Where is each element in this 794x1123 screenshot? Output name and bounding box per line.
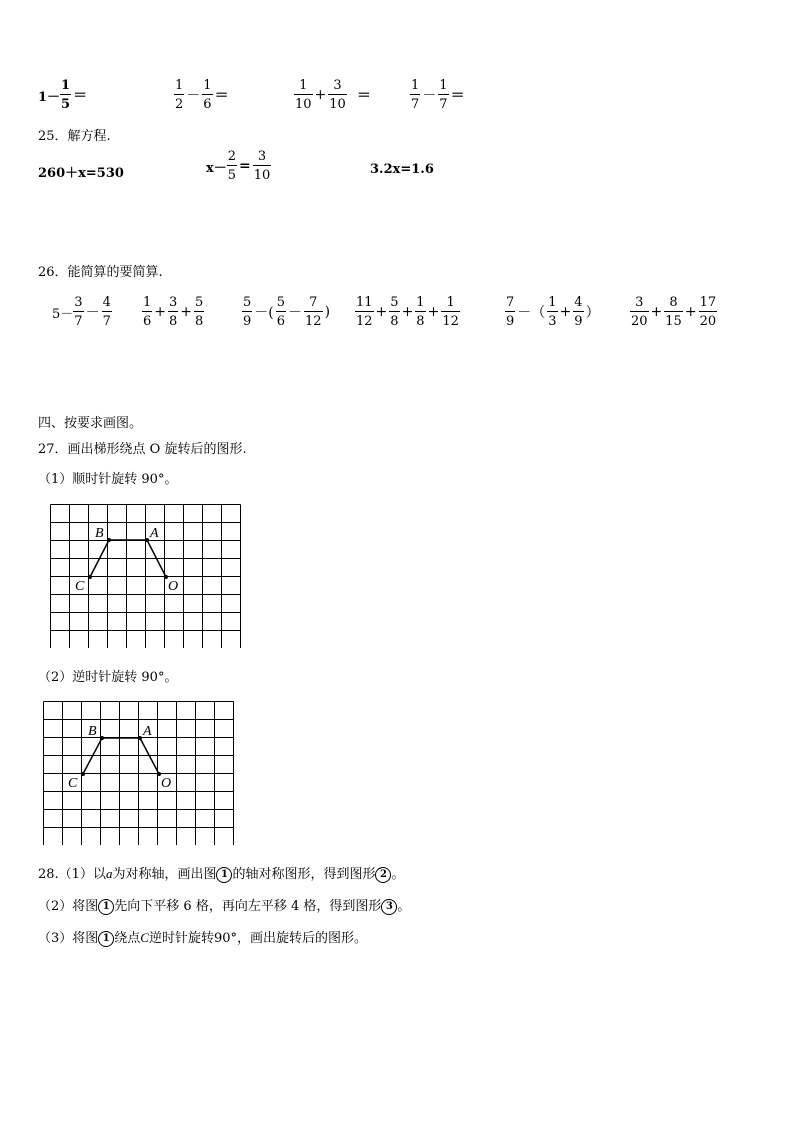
grid-2-svg <box>43 701 237 845</box>
section-heading: 四、按要求画图。 <box>38 416 143 431</box>
point-c <box>81 772 85 776</box>
grid-1 <box>50 504 244 648</box>
oral-lead: 1－ <box>38 89 61 105</box>
circled-3: 3 <box>381 899 397 915</box>
fraction: $\frac{1}{6}$ <box>203 78 212 112</box>
q26-expr-5: $\frac{7}{9}$ －（ $\frac{1}{3}$ + $\frac{4}{9}$ ） <box>506 295 600 329</box>
label-b: B <box>88 724 97 739</box>
label-a: A <box>150 526 159 541</box>
fraction: $\frac{1}{10}$ <box>295 78 312 112</box>
q25-title: 25．解方程. <box>38 129 111 144</box>
grid-2 <box>43 701 237 845</box>
label-o: O <box>168 579 179 594</box>
q27-title: 27．画出梯形绕点 O 旋转后的图形. <box>38 442 247 457</box>
q26-expr-3: $\frac{5}{9}$ －( $\frac{5}{6}$ － $\frac{7}{12}$ ) <box>243 295 331 329</box>
point-a <box>138 736 142 740</box>
q26-title: 26．能简算的要简算. <box>38 265 163 280</box>
q26-expr-6: $\frac{3}{20}$ + $\frac{8}{15}$ + $\frac{17}{20}$ <box>631 295 717 329</box>
q28-line1: 28.（1）以a为对称轴，画出图 1 的轴对称图形，得到图形 2 。 <box>38 866 405 882</box>
oral-item-4: $\frac{1}{7}$ － $\frac{1}{7}$ ＝ <box>411 78 465 112</box>
point-b <box>100 736 104 740</box>
circled-1: 1 <box>98 899 114 915</box>
q25-eq2: x－ $\frac{2}{5}$ = $\frac{3}{10}$ <box>206 149 271 183</box>
oral-item-2: $\frac{1}{2}$ － $\frac{1}{6}$ ＝ <box>175 78 229 112</box>
label-c: C <box>68 776 78 791</box>
q26-expr-2: $\frac{1}{6}$ + $\frac{3}{8}$ + $\frac{5}{8}$ <box>143 295 204 329</box>
fraction: $\frac{2}{5}$ <box>227 149 237 183</box>
oral-item-3: $\frac{1}{10}$ + $\frac{3}{10}$ ＝ <box>295 78 371 112</box>
fraction: $\frac{1}{7}$ <box>411 78 420 112</box>
label-c: C <box>75 579 85 594</box>
fraction: $\frac{1}{2}$ <box>175 78 184 112</box>
label-o: O <box>161 776 172 791</box>
q28-line3: （3）将图 1 绕点C逆时针旋转90°，画出旋转后的图形。 <box>38 930 368 946</box>
q26-expr-4: $\frac{11}{12}$ + $\frac{5}{8}$ + $\frac{1}{8}$ + $\frac{1}{12}$ <box>356 295 459 329</box>
fraction: $\frac{3}{10}$ <box>329 78 346 112</box>
label-b: B <box>95 526 104 541</box>
grid-1-svg <box>50 504 244 648</box>
q25-eq3: 3.2x=1.6 <box>370 162 434 177</box>
circled-2: 2 <box>375 867 391 883</box>
circled-1: 1 <box>216 867 232 883</box>
q27-sub1: （1）顺时针旋转 90°。 <box>38 472 178 487</box>
fraction: $\frac{3}{10}$ <box>253 149 271 183</box>
point-b <box>107 538 111 542</box>
circled-1: 1 <box>98 931 114 947</box>
point-a <box>145 538 149 542</box>
point-c <box>88 575 92 579</box>
oral-item-1: 1－ $\frac{1}{5}$ ＝ <box>38 78 88 112</box>
fraction: $\frac{1}{7}$ <box>439 78 448 112</box>
q28-line2: （2）将图 1 先向下平移 6 格，再向左平移 4 格，得到图形 3 。 <box>38 899 411 914</box>
fraction: $\frac{1}{5}$ <box>61 78 71 112</box>
q25-eq1: 260＋x=530 <box>38 166 124 181</box>
q26-expr-1: 5－ $\frac{3}{7}$ － $\frac{4}{7}$ <box>52 295 111 329</box>
label-a: A <box>143 724 152 739</box>
q27-sub2: （2）逆时针旋转 90°。 <box>38 670 178 685</box>
